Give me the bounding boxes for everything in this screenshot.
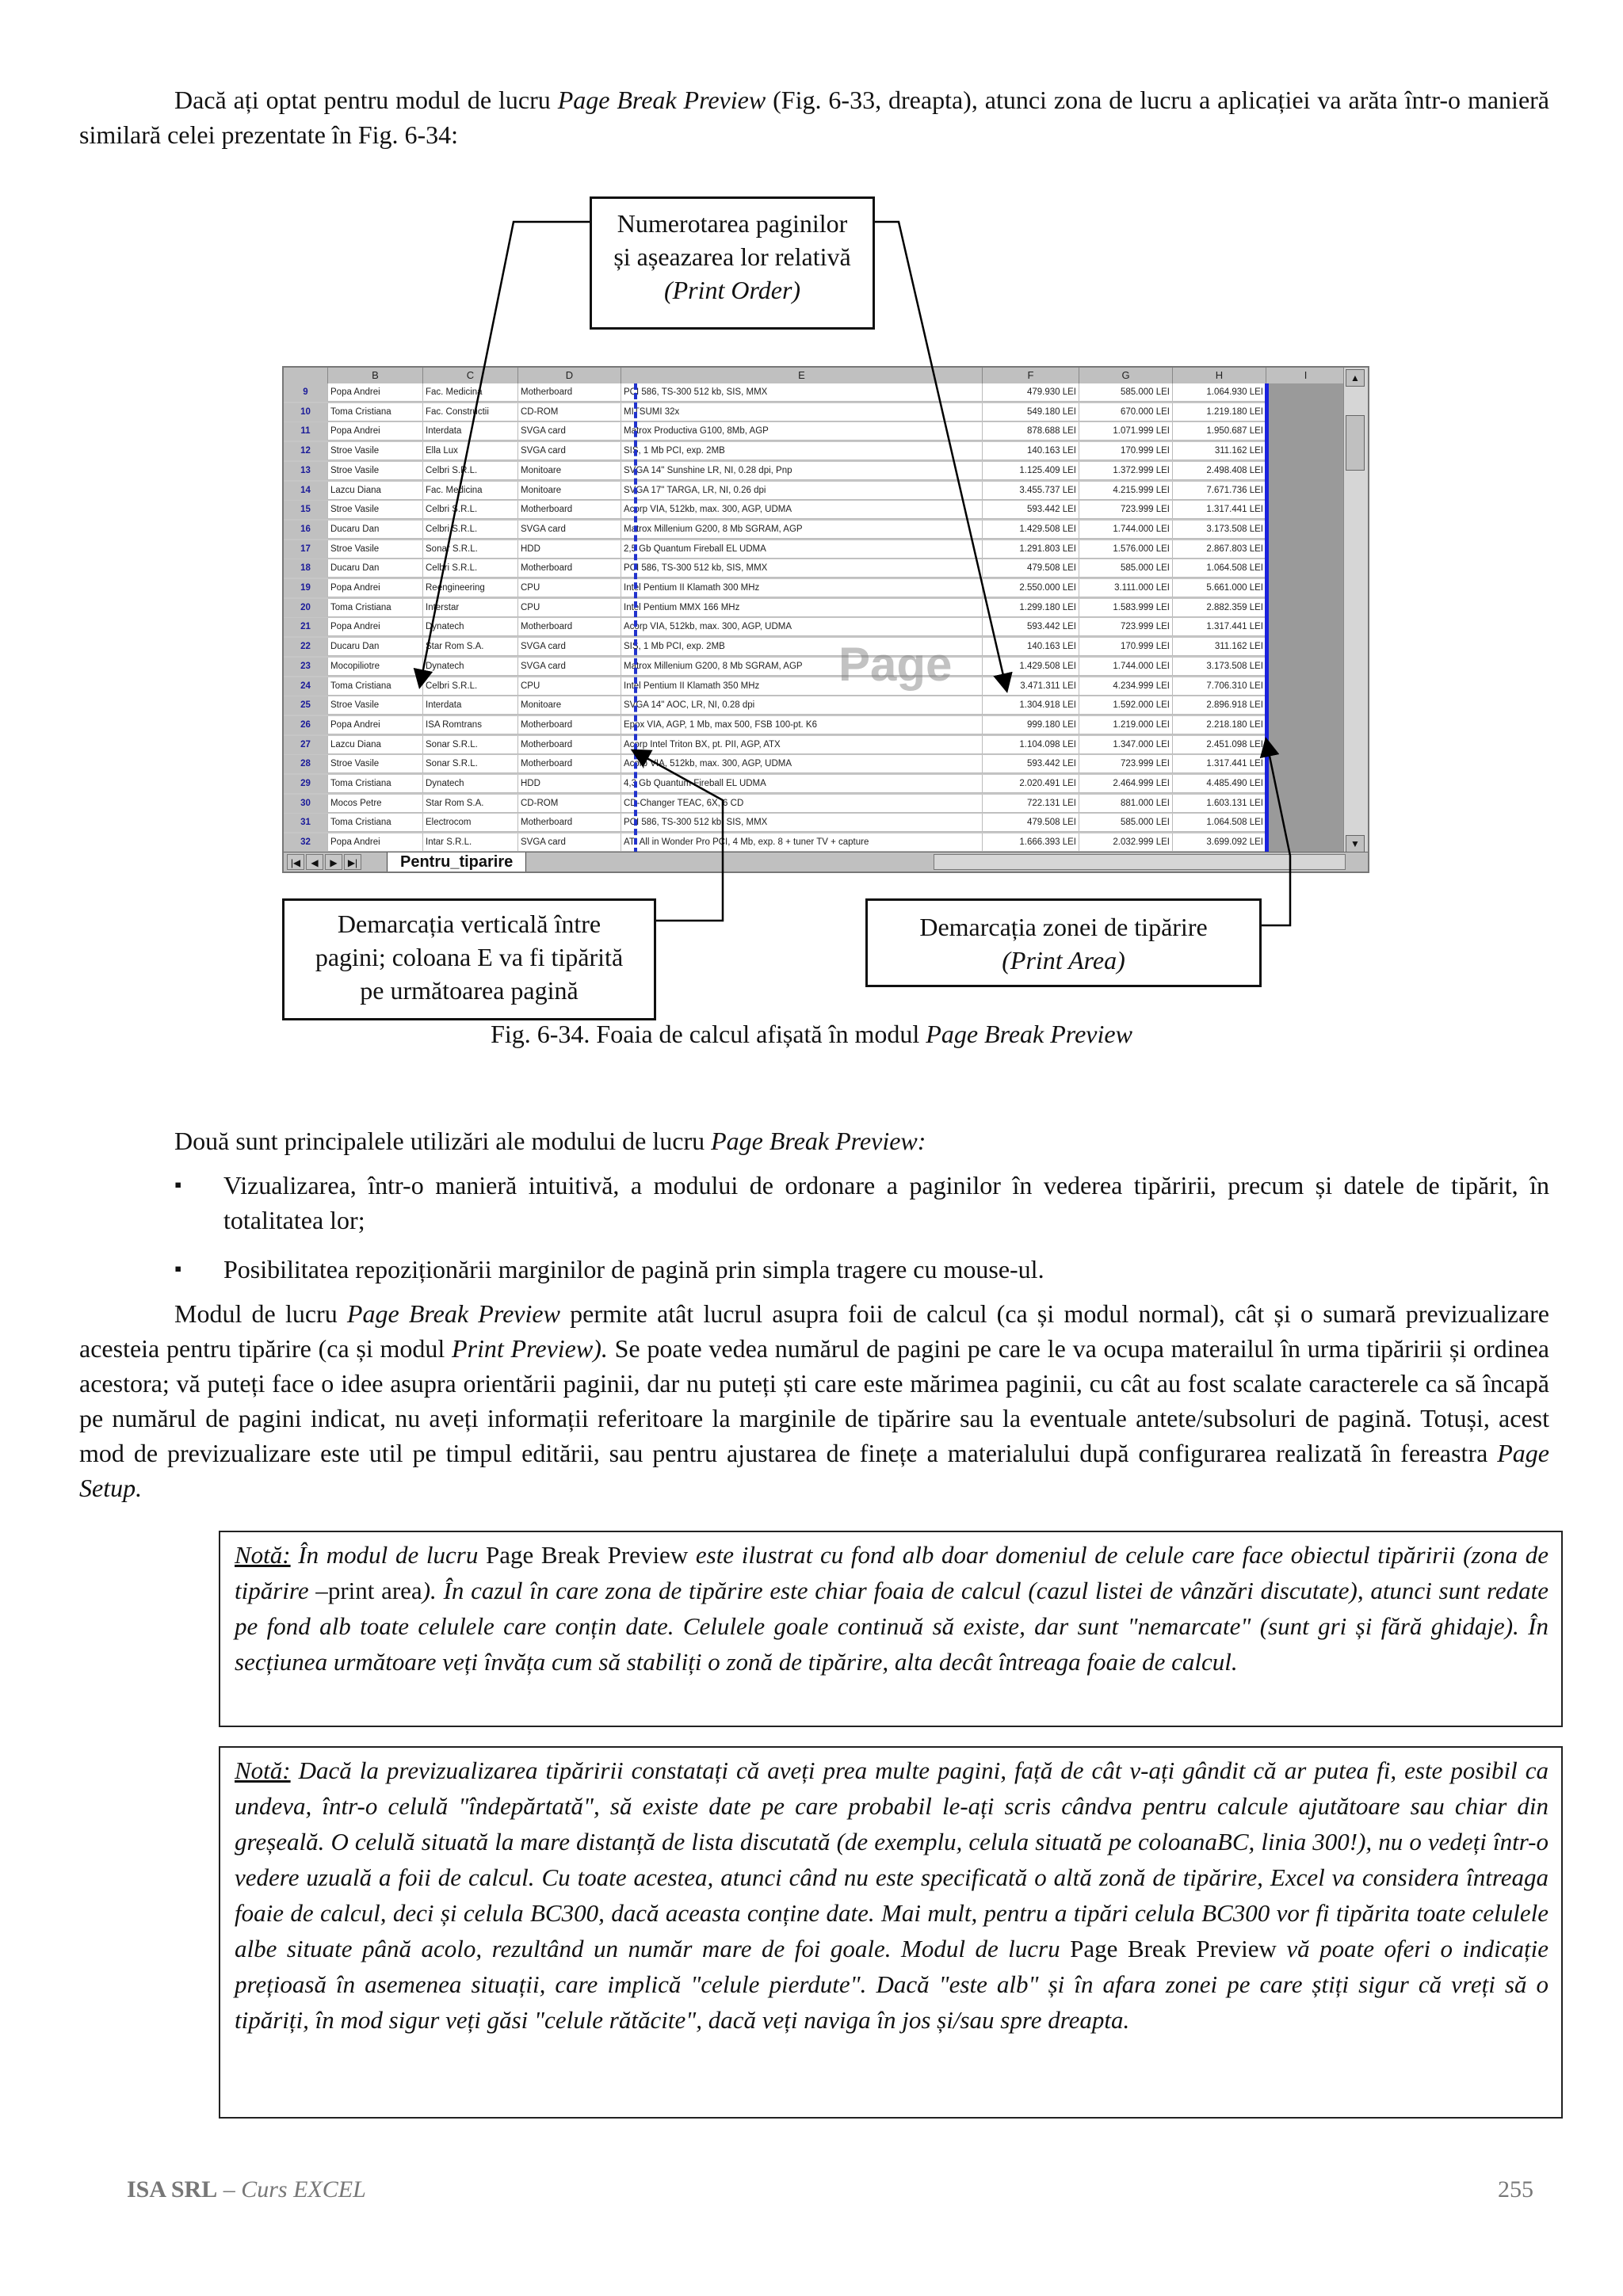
table-cell[interactable]: Interdata [423, 696, 518, 715]
table-cell[interactable]: Motherboard [518, 716, 621, 734]
column-header[interactable]: D [518, 368, 621, 383]
row-number[interactable]: 16 [284, 521, 328, 539]
table-cell[interactable]: 1.219.180 LEI [1173, 403, 1266, 421]
table-cell[interactable]: 878.688 LEI [983, 422, 1079, 441]
table-cell[interactable]: 1.104.098 LEI [983, 736, 1079, 754]
bullet-item: Vizualizarea, într-o manieră intuitivă, a modului de ordonare a paginilor în vederea tipăririi, precum și datele de tipărit, în totalitatea lor; [223, 1171, 1549, 1234]
table-cell[interactable]: 2.867.803 LEI [1173, 540, 1266, 559]
table-cell[interactable]: Ducaru Dan [328, 559, 423, 578]
vertical-page-break[interactable] [634, 383, 637, 854]
table-cell[interactable]: 1.603.131 LEI [1173, 795, 1266, 813]
table-cell[interactable]: 1.950.687 LEI [1173, 422, 1266, 441]
table-cell[interactable]: Popa Andrei [328, 716, 423, 734]
callout-line-italic: (Print Area) [1002, 946, 1125, 974]
row-number[interactable]: 20 [284, 599, 328, 617]
table-cell[interactable]: Dynatech [423, 775, 518, 793]
table-cell[interactable]: SVGA card [518, 658, 621, 676]
table-cell[interactable]: Celbri S.R.L. [423, 677, 518, 696]
table-cell[interactable]: 723.999 LEI [1079, 755, 1173, 773]
scroll-down-icon[interactable]: ▼ [1346, 835, 1365, 852]
footer-left [127, 2174, 366, 2206]
row-number[interactable]: 14 [284, 482, 328, 500]
table-cell[interactable]: Popa Andrei [328, 383, 423, 402]
table-cell[interactable]: 3.111.000 LEI [1079, 579, 1173, 597]
table-cell[interactable]: 479.508 LEI [983, 814, 1079, 832]
row-number[interactable]: 29 [284, 775, 328, 793]
table-row [284, 736, 1266, 754]
page-number: 255 [1498, 2176, 1533, 2203]
table-cell[interactable]: 1.372.999 LEI [1079, 462, 1173, 480]
table-cell[interactable]: CPU [518, 677, 621, 696]
table-cell[interactable]: 2.218.180 LEI [1173, 716, 1266, 734]
caption-text: Fig. 6-34. Foaia de calcul afișată în modul [491, 1020, 926, 1048]
bullet-icon: ▪ [174, 1173, 182, 1196]
table-cell[interactable]: Stroe Vasile [328, 540, 423, 559]
table-cell[interactable]: Intel Pentium MMX 166 MHz [621, 599, 983, 617]
table-row [284, 677, 1266, 696]
table-cell[interactable]: 5.661.000 LEI [1173, 579, 1266, 597]
row-number[interactable]: 30 [284, 795, 328, 813]
uses-text: Două sunt principalele utilizări ale modului de lucru [174, 1127, 712, 1155]
table-cell[interactable]: 1.744.000 LEI [1079, 658, 1173, 676]
row-number[interactable]: 13 [284, 462, 328, 480]
intro-text: Dacă ați optat pentru modul de lucru [174, 86, 558, 114]
table-cell[interactable]: CPU [518, 579, 621, 597]
table-cell[interactable]: Popa Andrei [328, 422, 423, 441]
table-cell[interactable]: 1.347.000 LEI [1079, 736, 1173, 754]
table-cell[interactable]: 3.471.311 LEI [983, 677, 1079, 696]
table-cell[interactable]: Interstar [423, 599, 518, 617]
table-cell[interactable]: Star Rom S.A. [423, 795, 518, 813]
table-row [284, 833, 1266, 852]
table-cell[interactable]: Toma Cristiana [328, 599, 423, 617]
horizontal-scrollbar[interactable] [934, 854, 1346, 870]
table-cell[interactable]: Motherboard [518, 755, 621, 773]
table-cell[interactable]: 1.592.000 LEI [1079, 696, 1173, 715]
sheet-tab[interactable]: Pentru_tiparire [387, 852, 526, 872]
table-cell[interactable]: 3.173.508 LEI [1173, 658, 1266, 676]
table-cell[interactable]: Mocos Petre [328, 795, 423, 813]
table-cell[interactable]: Celbri S.R.L. [423, 521, 518, 539]
table-cell[interactable]: Dynatech [423, 618, 518, 636]
row-number[interactable]: 17 [284, 540, 328, 559]
table-cell[interactable]: SVGA card [518, 638, 621, 656]
column-header[interactable]: G [1079, 368, 1173, 383]
table-cell[interactable]: 1.576.000 LEI [1079, 540, 1173, 559]
first-sheet-icon[interactable]: |◀ [287, 854, 304, 870]
table-cell[interactable]: 585.000 LEI [1079, 814, 1173, 832]
table-cell[interactable]: 1.064.508 LEI [1173, 559, 1266, 578]
table-cell[interactable]: 7.706.310 LEI [1173, 677, 1266, 696]
table-row [284, 403, 1266, 421]
row-number[interactable]: 15 [284, 501, 328, 519]
table-cell[interactable]: Ducaru Dan [328, 521, 423, 539]
note-box-1 [219, 1531, 1563, 1727]
table-cell[interactable]: Acorp VIA, 512kb, max. 300, AGP, UDMA [621, 618, 983, 636]
table-cell[interactable]: Stroe Vasile [328, 755, 423, 773]
callout-line: pagini; coloana E va fi tipărită [315, 943, 624, 971]
callout-line: și așeazarea lor relativă [613, 242, 851, 271]
table-cell[interactable]: 999.180 LEI [983, 716, 1079, 734]
note-upright: print area [327, 1577, 422, 1604]
table-cell[interactable]: 170.999 LEI [1079, 638, 1173, 656]
table-cell[interactable]: 2.896.918 LEI [1173, 696, 1266, 715]
table-cell[interactable]: 723.999 LEI [1079, 501, 1173, 519]
table-cell[interactable]: CD-ROM [518, 403, 621, 421]
table-cell[interactable]: 2,5 Gb Quantum Fireball EL UDMA [621, 540, 983, 559]
table-row [284, 540, 1266, 559]
table-row [284, 383, 1266, 402]
row-number[interactable]: 25 [284, 696, 328, 715]
note-upright: Page Break Preview [1070, 1935, 1277, 1962]
table-row [284, 814, 1266, 832]
uses-italic: Page Break Preview: [711, 1127, 926, 1155]
table-cell[interactable]: 1.429.508 LEI [983, 658, 1079, 676]
table-cell[interactable]: 585.000 LEI [1079, 559, 1173, 578]
row-number[interactable]: 23 [284, 658, 328, 676]
last-sheet-icon[interactable]: ▶| [344, 854, 361, 870]
table-cell[interactable]: CD-ROM [518, 795, 621, 813]
uses-paragraph [79, 1123, 1549, 1158]
table-cell[interactable]: Toma Cristiana [328, 403, 423, 421]
table-cell[interactable]: Epox VIA, AGP, 1 Mb, max 500, FSB 100-pt. K6 [621, 716, 983, 734]
vertical-scrollbar[interactable] [1343, 368, 1368, 854]
table-cell[interactable]: SVGA card [518, 422, 621, 441]
para-text: Se poate vedea numărul de pagini pe care le va ocupa materailul în urma tipăririi și ordinea acestora; vă puteți face o idee asupra orientării paginii, dar nu puteți ști care este mărimea paginii, cu cât au fost scalate caracterele ca să încapă pe numărul de pagini indicat, nu aveți informații referitoare la marginile de tipărire sau la eventuale antete/subsoluri de pagină. Totuși, acest mod de previzualizare este util pe timpul editării, sau pentru ajustarea de finețe a materialului după configurarea realizată în fereastra [79, 1334, 1550, 1467]
table-cell[interactable]: 670.000 LEI [1079, 403, 1173, 421]
row-number[interactable]: 26 [284, 716, 328, 734]
table-cell[interactable]: 593.442 LEI [983, 618, 1079, 636]
table-row [284, 599, 1266, 617]
table-cell[interactable]: Mocopiliotre [328, 658, 423, 676]
row-number[interactable]: 22 [284, 638, 328, 656]
table-cell[interactable]: 2.020.491 LEI [983, 775, 1079, 793]
table-cell[interactable]: Ella Lux [423, 442, 518, 460]
table-cell[interactable]: Popa Andrei [328, 618, 423, 636]
row-number[interactable]: 18 [284, 559, 328, 578]
table-row [284, 462, 1266, 480]
callout-line: Demarcația verticală între [337, 910, 601, 938]
table-cell[interactable]: 1.317.441 LEI [1173, 755, 1266, 773]
table-cell[interactable]: PCI 586, TS-300 512 kb, SIS, MMX [621, 559, 983, 578]
note-text: În modul de lucru [290, 1541, 486, 1569]
corner-cell [284, 368, 328, 383]
table-cell[interactable]: SVGA card [518, 521, 621, 539]
table-row [284, 559, 1266, 578]
table-cell[interactable]: Motherboard [518, 559, 621, 578]
table-cell[interactable]: Toma Cristiana [328, 814, 423, 832]
table-cell[interactable]: 1.064.930 LEI [1173, 383, 1266, 402]
table-cell[interactable]: 2.464.999 LEI [1079, 775, 1173, 793]
table-cell[interactable]: Matrox Millenium G200, 8 Mb SGRAM, AGP [621, 658, 983, 676]
row-number[interactable]: 11 [284, 422, 328, 441]
table-cell[interactable]: 1.291.803 LEI [983, 540, 1079, 559]
table-cell[interactable]: MITSUMI 32x [621, 403, 983, 421]
table-cell[interactable]: 7.671.736 LEI [1173, 482, 1266, 500]
spreadsheet-screenshot [282, 366, 1369, 873]
table-cell[interactable]: Motherboard [518, 736, 621, 754]
table-cell[interactable]: Motherboard [518, 814, 621, 832]
table-cell[interactable]: 1.219.000 LEI [1079, 716, 1173, 734]
table-cell[interactable]: 1.064.508 LEI [1173, 814, 1266, 832]
table-cell[interactable]: 1.666.393 LEI [983, 833, 1079, 852]
table-row [284, 716, 1266, 734]
prev-sheet-icon[interactable]: ◀ [306, 854, 323, 870]
table-cell[interactable]: 1.744.000 LEI [1079, 521, 1173, 539]
table-cell[interactable]: SVGA card [518, 833, 621, 852]
row-number[interactable]: 27 [284, 736, 328, 754]
table-cell[interactable]: SIS, 1 Mb PCI, exp. 2MB [621, 638, 983, 656]
para-text: permite atât lucrul asupra foii de calcul (ca și modul normal), cât și o sumară previzualizare acesteia pentru tipărire (ca și modul [79, 1299, 1550, 1363]
table-cell[interactable]: Celbri S.R.L. [423, 559, 518, 578]
table-cell[interactable]: Intel Pentium II Klamath 300 MHz [621, 579, 983, 597]
note-text: Dacă la previzualizarea tipăririi constatați că aveți prea multe pagini, față de cât v-ați gândit că ar putea fi, este posibil ca undeva, într-o celulă "îndepărtată", să existe date pe care probabil le-ați scris cândva pentru calcule ajutătoare sau chiar din greșeală. O celulă situată la mare distanță de lista discutată (de exemplu, celula situată pe coloanaBC, linia 300!), nu o vedeți într-o vedere uzuală a foii de calcul. Cu toate acestea, atunci când nu este specificată o altă zonă de tipărire, Excel va considera întreaga foaie de calcul, deci și celula BC300, dacă aceasta conține date. Mai mult, pentru a tipări celula BC300 vor fi tipărita toate celulele albe situate până acolo, rezultând un număr mare de foi goale. Modul de lucru [235, 1756, 1549, 1962]
table-cell[interactable]: 3.699.092 LEI [1173, 833, 1266, 852]
column-header[interactable]: C [423, 368, 518, 383]
note-text: ). În cazul în care zona de tipărire este chiar foaia de calcul (cazul listei de vânzări discutate), atunci sunt redate pe fond alb toate celulele care conțin date. Celulele goale continuă să existe, dar sunt "nemarcate" (sunt gri și fără ghidaje). În secțiunea următoare veți învăța cum să stabiliți o zonă de tipărire, alta decât întreaga foaie de calcul. [235, 1577, 1549, 1676]
table-cell[interactable]: Acorp Intel Triton BX, pt. PII, AGP, ATX [621, 736, 983, 754]
table-row [284, 755, 1266, 773]
table-cell[interactable]: 593.442 LEI [983, 755, 1079, 773]
para-italic: Page Setup. [79, 1439, 1549, 1502]
table-cell[interactable]: SVGA 14" Sunshine LR, NI, 0.28 dpi, Pnp [621, 462, 983, 480]
note-box-2 [219, 1746, 1563, 2119]
para-italic: Print Preview). [452, 1334, 608, 1363]
table-cell[interactable]: Reengineering [423, 579, 518, 597]
table-cell[interactable]: Sonar S.R.L. [423, 540, 518, 559]
table-cell[interactable]: Fac. Medicina [423, 482, 518, 500]
table-cell[interactable]: 1.304.918 LEI [983, 696, 1079, 715]
table-cell[interactable]: Lazcu Diana [328, 736, 423, 754]
table-row [284, 422, 1266, 441]
footer-brand: ISA SRL [127, 2176, 218, 2203]
note-text: vă poate oferi o indicație prețioasă în asemenea situații, care implică "celule pierdute". Dacă "este alb" și în afara zonei pe care știți sigur că vreți să o tipăriți, în mod sigur veți găsi "celule rătăcite", dacă veți naviga în jos și/sau spre dreapta. [235, 1935, 1549, 2034]
figure-caption [0, 1016, 1623, 1051]
table-row [284, 775, 1266, 793]
callout-line: Numerotarea paginilor [617, 209, 848, 238]
footer-course: – Curs EXCEL [217, 2176, 366, 2203]
table-cell[interactable]: Motherboard [518, 501, 621, 519]
table-cell[interactable]: 4,3 Gb Quantum Fireball EL UDMA [621, 775, 983, 793]
row-number[interactable]: 10 [284, 403, 328, 421]
scroll-up-icon[interactable]: ▲ [1346, 369, 1365, 387]
intro-paragraph [79, 82, 1549, 152]
table-cell[interactable]: 2.498.408 LEI [1173, 462, 1266, 480]
table-cell[interactable]: SVGA 17" TARGA, LR, NI, 0.26 dpi [621, 482, 983, 500]
table-cell[interactable]: Motherboard [518, 618, 621, 636]
row-number[interactable]: 28 [284, 755, 328, 773]
table-cell[interactable]: Lazcu Diana [328, 482, 423, 500]
table-cell[interactable]: PCI 586, TS-300 512 kb, SIS, MMX [621, 383, 983, 402]
column-header[interactable]: E [621, 368, 983, 383]
table-cell[interactable]: Toma Cristiana [328, 677, 423, 696]
note-upright: Page Break Preview [486, 1541, 689, 1569]
table-cell[interactable]: 311.162 LEI [1173, 442, 1266, 460]
table-cell[interactable]: Toma Cristiana [328, 775, 423, 793]
table-cell[interactable]: Popa Andrei [328, 579, 423, 597]
row-number[interactable]: 9 [284, 383, 328, 402]
table-cell[interactable]: HDD [518, 540, 621, 559]
table-cell[interactable]: 4.234.999 LEI [1079, 677, 1173, 696]
table-row [284, 795, 1266, 813]
table-cell[interactable]: 2.882.359 LEI [1173, 599, 1266, 617]
table-cell[interactable]: Ducaru Dan [328, 638, 423, 656]
table-cell[interactable]: 1.317.441 LEI [1173, 618, 1266, 636]
table-cell[interactable]: ATI All in Wonder Pro PCI, 4 Mb, exp. 8 + tuner TV + capture [621, 833, 983, 852]
table-cell[interactable]: 723.999 LEI [1079, 618, 1173, 636]
table-cell[interactable]: 722.131 LEI [983, 795, 1079, 813]
para-text: Modul de lucru [174, 1299, 347, 1328]
table-cell[interactable]: Matrox Millenium G200, 8 Mb SGRAM, AGP [621, 521, 983, 539]
table-cell[interactable]: Stroe Vasile [328, 501, 423, 519]
table-cell[interactable]: 1.317.441 LEI [1173, 501, 1266, 519]
sheet-tab-bar [284, 852, 1369, 871]
table-row [284, 482, 1266, 500]
table-cell[interactable]: Monitoare [518, 462, 621, 480]
table-cell[interactable]: 585.000 LEI [1079, 383, 1173, 402]
callout-line: pe următoarea pagină [360, 976, 579, 1005]
table-row [284, 638, 1266, 656]
callout-print-order [590, 196, 875, 330]
table-cell[interactable]: Matrox Productiva G100, 8Mb, AGP [621, 422, 983, 441]
table-cell[interactable]: SVGA 14" AOC, LR, NI, 0.28 dpi [621, 696, 983, 715]
table-cell[interactable]: Electrocom [423, 814, 518, 832]
body-paragraph [79, 1296, 1549, 1505]
table-cell[interactable]: Acorp VIA, 512kb, max. 300, AGP, UDMA [621, 501, 983, 519]
table-cell[interactable]: Dynatech [423, 658, 518, 676]
callout-print-area [865, 898, 1262, 987]
table-cell[interactable]: Sonar S.R.L. [423, 755, 518, 773]
callout-vertical-break [282, 898, 656, 1020]
row-number[interactable]: 21 [284, 618, 328, 636]
table-cell[interactable]: 140.163 LEI [983, 638, 1079, 656]
table-cell[interactable]: Fac. Medicina [423, 383, 518, 402]
table-cell[interactable]: Fac. Constructii [423, 403, 518, 421]
column-header[interactable]: B [328, 368, 423, 383]
intro-italic: Page Break Preview [557, 86, 766, 114]
page-watermark: Page [838, 638, 953, 691]
table-cell[interactable]: CD-Changer TEAC, 6X, 6 CD [621, 795, 983, 813]
table-cell[interactable]: Popa Andrei [328, 833, 423, 852]
table-cell[interactable]: Stroe Vasile [328, 442, 423, 460]
row-number[interactable]: 19 [284, 579, 328, 597]
table-cell[interactable]: HDD [518, 775, 621, 793]
table-cell[interactable]: 2.451.098 LEI [1173, 736, 1266, 754]
table-row [284, 579, 1266, 597]
note-text: este ilustrat cu fond alb doar domeniul de celule care face obiectul tipăririi (zona de tipărire – [235, 1541, 1549, 1604]
table-cell[interactable]: 3.455.737 LEI [983, 482, 1079, 500]
para-italic: Page Break Preview [346, 1299, 560, 1328]
callout-line: Demarcația zonei de tipărire [919, 913, 1208, 941]
table-row [284, 658, 1266, 676]
note-label: Notă: [235, 1756, 291, 1784]
table-cell[interactable]: SIS, 1 Mb PCI, exp. 2MB [621, 442, 983, 460]
table-cell[interactable]: 1.583.999 LEI [1079, 599, 1173, 617]
bullet-item: Posibilitatea repoziționării marginilor de pagină prin simpla tragere cu mouse-ul. [223, 1255, 1044, 1283]
column-header[interactable]: H [1173, 368, 1266, 383]
table-cell[interactable]: PCI 586, TS-300 512 kb, SIS, MMX [621, 814, 983, 832]
table-cell[interactable]: 170.999 LEI [1079, 442, 1173, 460]
column-header[interactable]: I [1266, 368, 1346, 383]
table-cell[interactable]: Acorp VIA, 512kb, max. 300, AGP, UDMA [621, 755, 983, 773]
intro-text-2: (Fig. 6-33, dreapta), atunci zona de lucru a aplicației va arăta într-o manieră similară celei prezentate în Fig. 6-34: [79, 86, 1550, 149]
table-cell[interactable]: ISA Romtrans [423, 716, 518, 734]
table-cell[interactable]: 3.173.508 LEI [1173, 521, 1266, 539]
row-number[interactable]: 31 [284, 814, 328, 832]
table-cell[interactable]: 881.000 LEI [1079, 795, 1173, 813]
column-headers [284, 368, 1346, 384]
table-cell[interactable]: 1.299.180 LEI [983, 599, 1079, 617]
table-cell[interactable]: 4.485.490 LEI [1173, 775, 1266, 793]
table-cell[interactable]: 1.071.999 LEI [1079, 422, 1173, 441]
table-cell[interactable]: Stroe Vasile [328, 462, 423, 480]
bullet-icon: ▪ [174, 1257, 182, 1280]
unprinted-area [1266, 383, 1346, 854]
table-cell[interactable]: Intar S.R.L. [423, 833, 518, 852]
table-cell[interactable]: 1.429.508 LEI [983, 521, 1079, 539]
note-label: Notă: [235, 1541, 291, 1569]
caption-italic: Page Break Preview [926, 1020, 1132, 1048]
row-number[interactable]: 32 [284, 833, 328, 852]
table-cell[interactable]: Interdata [423, 422, 518, 441]
column-header[interactable]: F [983, 368, 1079, 383]
table-cell[interactable]: 311.162 LEI [1173, 638, 1266, 656]
print-area-boundary[interactable] [1265, 383, 1269, 854]
table-cell[interactable]: Sonar S.R.L. [423, 736, 518, 754]
table-cell[interactable]: 140.163 LEI [983, 442, 1079, 460]
table-row [284, 618, 1266, 636]
table-cell[interactable]: 479.930 LEI [983, 383, 1079, 402]
row-number[interactable]: 24 [284, 677, 328, 696]
table-cell[interactable]: 4.215.999 LEI [1079, 482, 1173, 500]
table-cell[interactable]: Celbri S.R.L. [423, 462, 518, 480]
table-cell[interactable]: Stroe Vasile [328, 696, 423, 715]
table-cell[interactable]: Monitoare [518, 696, 621, 715]
table-row [284, 696, 1266, 715]
callout-line-italic: (Print Order) [663, 276, 801, 304]
next-sheet-icon[interactable]: ▶ [325, 854, 342, 870]
table-cell[interactable]: Star Rom S.A. [423, 638, 518, 656]
table-cell[interactable]: 2.032.999 LEI [1079, 833, 1173, 852]
table-row [284, 521, 1266, 539]
table-row [284, 442, 1266, 460]
table-cell[interactable]: Intel Pentium II Klamath 350 MHz [621, 677, 983, 696]
scroll-thumb[interactable] [1346, 415, 1365, 471]
table-cell[interactable]: 549.180 LEI [983, 403, 1079, 421]
table-cell[interactable]: 2.550.000 LEI [983, 579, 1079, 597]
table-cell[interactable]: 1.125.409 LEI [983, 462, 1079, 480]
table-cell[interactable]: Motherboard [518, 383, 621, 402]
table-cell[interactable]: Monitoare [518, 482, 621, 500]
table-cell[interactable]: SVGA card [518, 442, 621, 460]
table-cell[interactable]: Celbri S.R.L. [423, 501, 518, 519]
table-cell[interactable]: CPU [518, 599, 621, 617]
row-number[interactable]: 12 [284, 442, 328, 460]
table-cell[interactable]: 593.442 LEI [983, 501, 1079, 519]
table-cell[interactable]: 479.508 LEI [983, 559, 1079, 578]
table-row [284, 501, 1266, 519]
